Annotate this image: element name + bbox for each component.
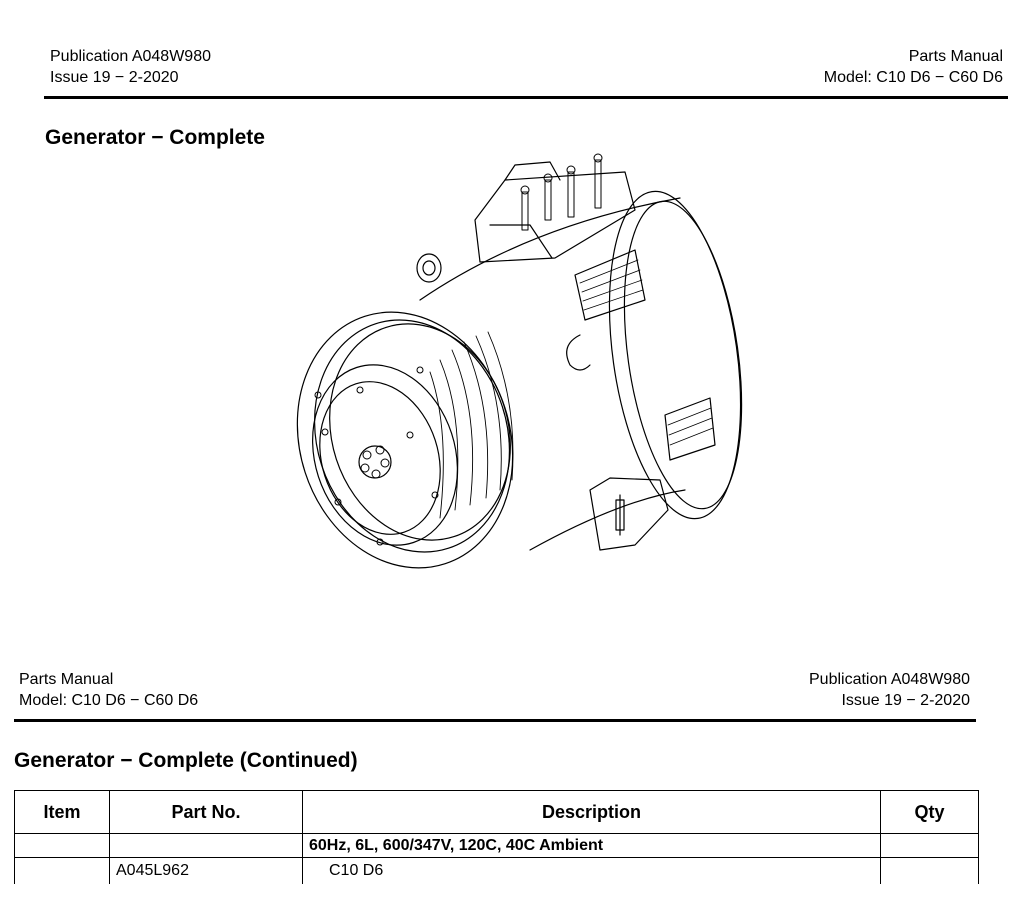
cell-description: 60Hz, 6L, 600/347V, 120C, 40C Ambient <box>303 834 881 858</box>
table-header-row <box>15 791 979 834</box>
page2-manual-type: Parts Manual <box>19 671 114 688</box>
cell-item <box>15 834 110 858</box>
page1-issue: Issue 19 − 2-2020 <box>50 69 179 86</box>
generator-illustration <box>290 150 760 580</box>
column-header-qty: Qty <box>881 791 979 834</box>
table-row <box>15 834 979 858</box>
cell-description: C10 D6 <box>303 858 881 885</box>
page1-title: Generator − Complete <box>45 126 265 149</box>
cell-qty <box>881 834 979 858</box>
column-header-description: Description <box>303 791 881 834</box>
cell-part-no: A045L962 <box>110 858 303 885</box>
column-header-part-no: Part No. <box>110 791 303 834</box>
page2-model: Model: C10 D6 − C60 D6 <box>19 692 199 709</box>
page1-manual-type: Parts Manual <box>908 48 1003 65</box>
page2-header-rule <box>14 719 976 722</box>
page2-publication: Publication A048W980 <box>809 671 970 688</box>
cell-item <box>15 858 110 885</box>
parts-table <box>14 790 979 884</box>
table-row <box>15 858 979 885</box>
page1-publication: Publication A048W980 <box>50 48 211 65</box>
cell-qty <box>881 858 979 885</box>
cell-part-no <box>110 834 303 858</box>
page2-issue: Issue 19 − 2-2020 <box>841 692 970 709</box>
page2-title: Generator − Complete (Continued) <box>14 749 358 772</box>
page1-header-rule <box>44 96 1008 99</box>
page1-model: Model: C10 D6 − C60 D6 <box>823 69 1003 86</box>
column-header-item: Item <box>15 791 110 834</box>
